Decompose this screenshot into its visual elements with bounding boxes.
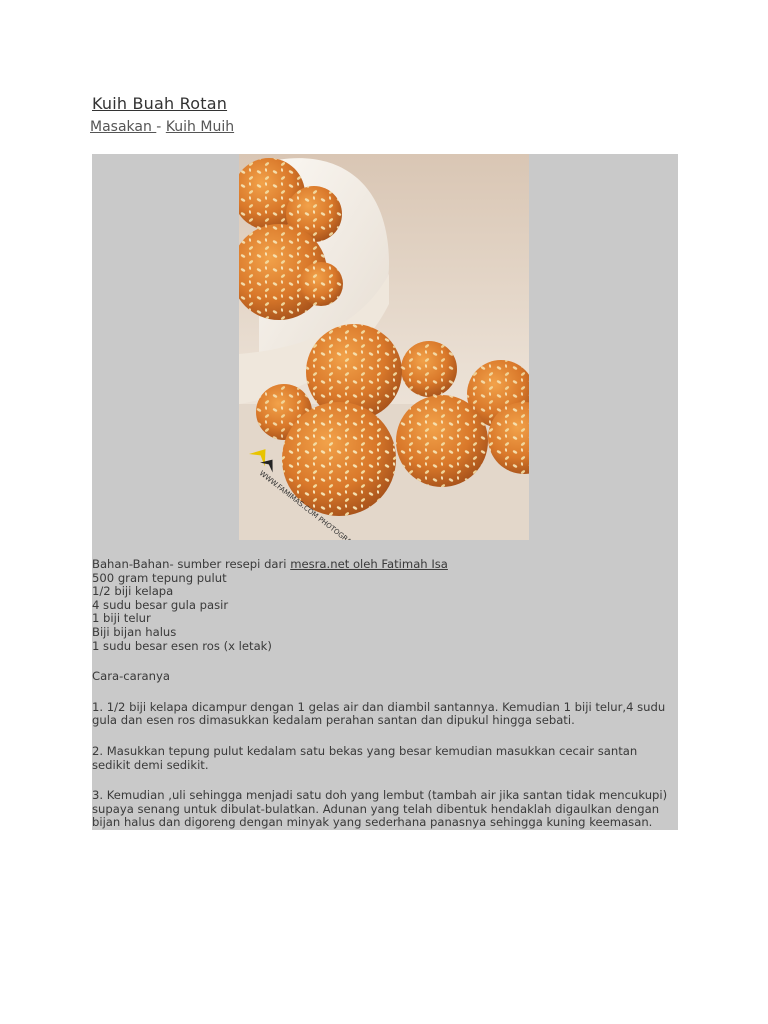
step-3: 3. Kemudian ,uli sehingga menjadi satu doh yang lembut (tambah air jika santan tidak mencukupi) supaya senang untuk dibulat-bulatkan. Adunan yang telah dibentuk hendaklah digaulkan dengan bijan halus dan digoreng dengan minyak yang sederhana panasnya sehingga kuning keemasan. [92,788,668,830]
ingredient-item: 500 gram tepung pulut [92,570,227,585]
breadcrumb [90,117,234,137]
step-1: 1. 1/2 biji kelapa dicampur dengan 1 gelas air dan diambil santannya. Kemudian 1 biji telur,4 sudu gula dan esen ros dimasukkan kedalam perahan santan dan dipukul hingga sebati. [92,699,666,728]
steps-heading: Cara-caranya [92,669,170,684]
ingredient-list [92,572,678,654]
page-title[interactable]: Kuih Buah Rotan [92,94,228,113]
recipe-text [92,558,678,830]
step-2: 2. Masukkan tepung pulut kedalam satu bekas yang besar kemudian masukkan cecair santan sedikit demi sedikit. [92,743,638,772]
photo-watermark: WWW.FAMIMAS.COM [257,469,320,521]
ingredient-item: 4 sudu besar gula pasir [92,597,229,612]
recipe-photo [239,154,529,540]
source-prefix: Bahan-Bahan- sumber resepi dari [92,557,291,571]
ingredient-item: Biji bijan halus [92,624,177,639]
ingredient-item: 1 biji telur [92,611,151,626]
breadcrumb-link-masakan[interactable]: Masakan [90,119,157,135]
source-line [92,558,678,572]
ingredient-item: 1/2 biji kelapa [92,584,174,599]
breadcrumb-separator: - [156,119,166,135]
source-link[interactable]: mesra.net oleh Fatimah Isa [290,557,448,571]
breadcrumb-link-kuih-muih[interactable]: Kuih Muih [165,119,235,135]
recipe-content [92,154,678,830]
ingredient-item: 1 sudu besar esen ros (x letak) [92,638,272,653]
